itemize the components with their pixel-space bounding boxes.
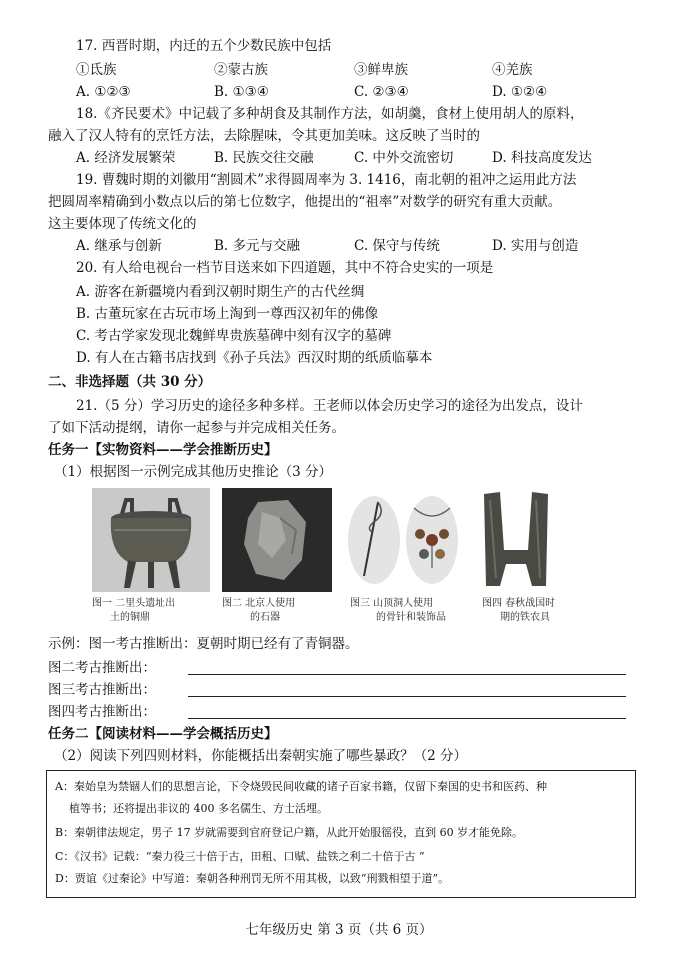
section-heading: 二、非选择题（共 30 分） bbox=[48, 374, 212, 390]
stone-tool-image bbox=[222, 488, 332, 592]
q17-item: ①氐族 bbox=[76, 62, 117, 78]
q17-item: ③鲜卑族 bbox=[354, 62, 408, 78]
task2-title: 任务二【阅读材料——学会概括历史】 bbox=[48, 726, 278, 742]
material-line: D：贾谊《过秦论》中写道：秦朝各种刑罚无所不用其极，以致“刑戮相望于道”。 bbox=[55, 872, 450, 885]
material-line: C：《汉书》记载：“秦力役三十倍于古，田租、口赋、盐铁之利二十倍于古 ” bbox=[55, 850, 425, 863]
q18-line: 融入了汉人特有的烹饪方法，去除腥味，令其更加美味。这反映了当时的 bbox=[48, 128, 480, 144]
figure-caption: 图四 春秋战国时 期的铁农具 bbox=[482, 598, 556, 623]
figure-caption: 图二 北京人使用 的石器 bbox=[222, 598, 296, 623]
q18-option: C. 中外交流密切 bbox=[354, 150, 454, 166]
answer-line[interactable] bbox=[188, 674, 626, 675]
material-line: 植等书；还将提出非议的 400 多名儒生、方士活埋。 bbox=[69, 802, 328, 815]
q20-stem: 20. 有人给电视台一档节目送来如下四道题，其中不符合史实的一项是 bbox=[76, 260, 494, 276]
fill-label: 图四考古推断出： bbox=[48, 704, 156, 720]
q21-line: 了如下活动提纲，请你一起参与并完成相关任务。 bbox=[48, 420, 345, 436]
q17-option: A. ①②③ bbox=[76, 84, 131, 100]
q18-option: B. 民族交往交融 bbox=[214, 150, 314, 166]
q19-option: D. 实用与创造 bbox=[492, 238, 579, 254]
answer-line[interactable] bbox=[188, 696, 626, 697]
q20-option: C. 考古学家发现北魏鲜卑贵族墓碑中刻有汉字的墓碑 bbox=[76, 328, 392, 344]
q18-option: D. 科技高度发达 bbox=[492, 150, 592, 166]
task1-example: 示例：图一考古推断出：夏朝时期已经有了青铜器。 bbox=[48, 636, 359, 652]
q19-line: 这主要体现了传统文化的 bbox=[48, 216, 197, 232]
q17-item: ④羌族 bbox=[492, 62, 533, 78]
q17-option: D. ①②④ bbox=[492, 84, 548, 100]
q18-option: A. 经济发展繁荣 bbox=[76, 150, 176, 166]
q19-option: A. 继承与创新 bbox=[76, 238, 162, 254]
fill-label: 图二考古推断出： bbox=[48, 660, 156, 676]
q19-line: 把圆周率精确到小数点以后的第七位数字，他提出的“祖率”对数学的研究有重大贡献。 bbox=[48, 194, 562, 210]
fill-label: 图三考古推断出： bbox=[48, 682, 156, 698]
q20-option: A. 游客在新疆境内看到汉朝时期生产的古代丝绸 bbox=[76, 284, 365, 300]
q19-option: B. 多元与交融 bbox=[214, 238, 301, 254]
q18-line: 18.《齐民要术》中记载了多种胡食及其制作方法，如胡羹，食材上使用胡人的原料， bbox=[76, 106, 584, 122]
task2-prompt: （2）阅读下列四则材料，你能概括出秦朝实施了哪些暴政？（2 分） bbox=[54, 748, 467, 764]
q17-stem: 17. 西晋时期，内迁的五个少数民族中包括 bbox=[76, 38, 332, 54]
q17-option: B. ①③④ bbox=[214, 84, 269, 100]
material-line: A：秦始皇为禁锢人们的思想言论，下令烧毁民间收藏的诸子百家书籍，仅留下秦国的史书和医药、种 bbox=[55, 780, 547, 793]
q17-option: C. ②③④ bbox=[354, 84, 409, 100]
figure-caption: 图一 二里头遗址出 土的铜鼎 bbox=[92, 598, 176, 623]
q20-option: B. 古董玩家在古玩市场上淘到一尊西汉初年的佛像 bbox=[76, 306, 379, 322]
bronze-ding-image bbox=[92, 488, 210, 592]
q21-line: 21.（5 分）学习历史的途径多种多样。王老师以体会历史学习的途径为出发点，设计 bbox=[76, 398, 583, 414]
q20-option: D. 有人在古籍书店找到《孙子兵法》西汉时期的纸质临摹本 bbox=[76, 350, 433, 366]
answer-line[interactable] bbox=[188, 718, 626, 719]
bone-needle-image bbox=[344, 488, 462, 592]
q19-option: C. 保守与传统 bbox=[354, 238, 440, 254]
q19-line: 19. 曹魏时期的刘徽用“割圆术”求得圆周率为 3. 1416，南北朝的祖冲之运用此方法 bbox=[76, 172, 577, 188]
task1-prompt: （1）根据图一示例完成其他历史推论（3 分） bbox=[54, 464, 332, 480]
materials-box bbox=[46, 770, 636, 898]
material-line: B：秦朝律法规定，男子 17 岁就需要到官府登记户籍，从此开始服徭役，直到 60 岁才能免除。 bbox=[55, 826, 524, 839]
iron-tool-image bbox=[474, 488, 558, 592]
page-footer: 七年级历史 第 3 页（共 6 页） bbox=[245, 922, 433, 938]
q17-item: ②蒙古族 bbox=[214, 62, 268, 78]
figure-caption: 图三 山顶洞人使用 的骨针和装饰品 bbox=[350, 598, 446, 623]
task1-title: 任务一【实物资料——学会推断历史】 bbox=[48, 442, 278, 458]
